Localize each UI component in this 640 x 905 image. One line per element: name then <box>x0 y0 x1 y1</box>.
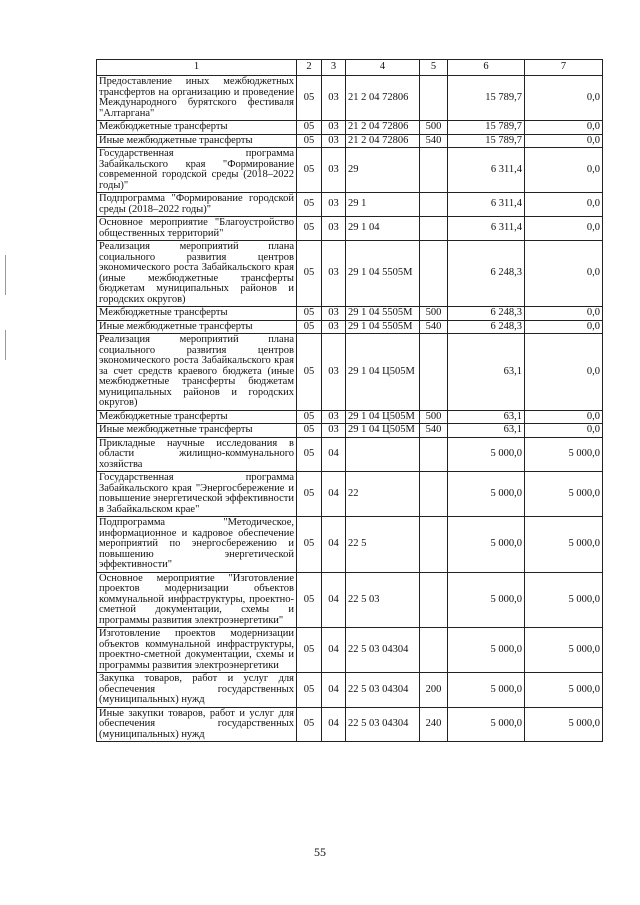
amount-cell-col7: 0,0 <box>525 217 603 241</box>
target-article-cell: 22 5 <box>346 517 420 573</box>
table-row <box>97 673 603 708</box>
column-header-1: 1 <box>97 60 297 76</box>
table-header-row <box>97 60 603 76</box>
expense-type-cell: 540 <box>420 134 448 148</box>
scan-margin-mark <box>5 330 6 360</box>
section-code-cell: 05 <box>297 437 322 472</box>
budget-table <box>96 59 603 742</box>
section-code-cell: 05 <box>297 517 322 573</box>
amount-cell-col6: 6 248,3 <box>448 320 525 334</box>
section-code-cell: 05 <box>297 424 322 438</box>
column-header-5: 5 <box>420 60 448 76</box>
table-row <box>97 707 603 742</box>
amount-cell-col7: 5 000,0 <box>525 673 603 708</box>
target-article-cell: 21 2 04 72806 <box>346 121 420 135</box>
subsection-code-cell: 03 <box>322 410 346 424</box>
amount-cell-col6: 6 248,3 <box>448 241 525 307</box>
amount-cell-col6: 5 000,0 <box>448 572 525 628</box>
amount-cell-col6: 6 311,4 <box>448 217 525 241</box>
amount-cell-col7: 0,0 <box>525 241 603 307</box>
table-body <box>97 76 603 742</box>
subsection-code-cell: 03 <box>322 307 346 321</box>
amount-cell-col6: 5 000,0 <box>448 707 525 742</box>
table-row <box>97 193 603 217</box>
subsection-code-cell: 03 <box>322 334 346 411</box>
expense-type-cell: 500 <box>420 410 448 424</box>
row-name-cell: Межбюджетные трансферты <box>97 121 297 135</box>
subsection-code-cell: 04 <box>322 628 346 673</box>
target-article-cell: 22 5 03 04304 <box>346 628 420 673</box>
table-row <box>97 320 603 334</box>
amount-cell-col7: 5 000,0 <box>525 707 603 742</box>
table-row <box>97 472 603 517</box>
row-name-cell: Межбюджетные трансферты <box>97 307 297 321</box>
amount-cell-col7: 0,0 <box>525 334 603 411</box>
section-code-cell: 05 <box>297 217 322 241</box>
target-article-cell: 29 1 04 Ц505M <box>346 424 420 438</box>
amount-cell-col6: 6 311,4 <box>448 193 525 217</box>
row-name-cell: Иные межбюджетные трансферты <box>97 320 297 334</box>
section-code-cell: 05 <box>297 472 322 517</box>
amount-cell-col6: 63,1 <box>448 334 525 411</box>
amount-cell-col7: 5 000,0 <box>525 472 603 517</box>
row-name-cell: Государственная программа Забайкальского края "Энергосбережение и повышение энергетической эффективности в Забайкальском крае" <box>97 472 297 517</box>
table-row <box>97 121 603 135</box>
table-row <box>97 410 603 424</box>
amount-cell-col6: 15 789,7 <box>448 121 525 135</box>
amount-cell-col6: 5 000,0 <box>448 628 525 673</box>
section-code-cell: 05 <box>297 707 322 742</box>
amount-cell-col6: 63,1 <box>448 410 525 424</box>
section-code-cell: 05 <box>297 148 322 193</box>
row-name-cell: Прикладные научные исследования в области жилищно-коммунального хозяйства <box>97 437 297 472</box>
target-article-cell: 29 1 04 5505M <box>346 307 420 321</box>
row-name-cell: Реализация мероприятий плана социального развития центров экономического роста Забайкальского края за счет средств краевого бюджета (иные межбюджетные трансферты бюджетам муниципальных районов и городских округов) <box>97 334 297 411</box>
amount-cell-col7: 0,0 <box>525 148 603 193</box>
target-article-cell: 21 2 04 72806 <box>346 134 420 148</box>
row-name-cell: Основное мероприятие "Благоустройство общественных территорий" <box>97 217 297 241</box>
target-article-cell: 22 <box>346 472 420 517</box>
amount-cell-col7: 0,0 <box>525 76 603 121</box>
expense-type-cell: 200 <box>420 673 448 708</box>
target-article-cell: 29 1 04 <box>346 217 420 241</box>
target-article-cell: 29 1 04 5505M <box>346 241 420 307</box>
target-article-cell <box>346 437 420 472</box>
scan-margin-mark <box>5 255 6 295</box>
table-row <box>97 628 603 673</box>
row-name-cell: Предоставление иных межбюджетных трансфертов на организацию и проведение Международного бурятского фестиваля "Алтаргана" <box>97 76 297 121</box>
row-name-cell: Реализация мероприятий плана социального развития центров экономического роста Забайкальского края (иные межбюджетные трансферты бюджетам муниципальных районов и городских округов) <box>97 241 297 307</box>
row-name-cell: Иные межбюджетные трансферты <box>97 134 297 148</box>
column-header-4: 4 <box>346 60 420 76</box>
row-name-cell: Подпрограмма "Формирование городской среды (2018–2022 годы)" <box>97 193 297 217</box>
section-code-cell: 05 <box>297 628 322 673</box>
amount-cell-col6: 6 311,4 <box>448 148 525 193</box>
table-row <box>97 217 603 241</box>
amount-cell-col6: 15 789,7 <box>448 76 525 121</box>
subsection-code-cell: 04 <box>322 472 346 517</box>
target-article-cell: 22 5 03 04304 <box>346 707 420 742</box>
amount-cell-col7: 5 000,0 <box>525 517 603 573</box>
amount-cell-col7: 5 000,0 <box>525 628 603 673</box>
column-header-2: 2 <box>297 60 322 76</box>
target-article-cell: 29 1 04 Ц505M <box>346 334 420 411</box>
subsection-code-cell: 04 <box>322 572 346 628</box>
amount-cell-col6: 6 248,3 <box>448 307 525 321</box>
row-name-cell: Иные межбюджетные трансферты <box>97 424 297 438</box>
row-name-cell: Межбюджетные трансферты <box>97 410 297 424</box>
subsection-code-cell: 03 <box>322 217 346 241</box>
table-row <box>97 424 603 438</box>
section-code-cell: 05 <box>297 410 322 424</box>
table-row <box>97 334 603 411</box>
table-row <box>97 517 603 573</box>
section-code-cell: 05 <box>297 320 322 334</box>
subsection-code-cell: 03 <box>322 76 346 121</box>
amount-cell-col7: 0,0 <box>525 121 603 135</box>
target-article-cell: 29 1 <box>346 193 420 217</box>
section-code-cell: 05 <box>297 307 322 321</box>
expense-type-cell <box>420 628 448 673</box>
section-code-cell: 05 <box>297 193 322 217</box>
amount-cell-col7: 0,0 <box>525 307 603 321</box>
subsection-code-cell: 04 <box>322 517 346 573</box>
expense-type-cell <box>420 572 448 628</box>
amount-cell-col7: 0,0 <box>525 320 603 334</box>
subsection-code-cell: 03 <box>322 241 346 307</box>
section-code-cell: 05 <box>297 76 322 121</box>
table-row <box>97 148 603 193</box>
amount-cell-col6: 5 000,0 <box>448 437 525 472</box>
amount-cell-col7: 0,0 <box>525 410 603 424</box>
amount-cell-col7: 0,0 <box>525 193 603 217</box>
row-name-cell: Государственная программа Забайкальского края "Формирование современной городской среды (2018–2022 годы)" <box>97 148 297 193</box>
column-header-7: 7 <box>525 60 603 76</box>
expense-type-cell <box>420 472 448 517</box>
row-name-cell: Основное мероприятие "Изготовление проектов модернизации объектов коммунальной инфраструктуры, проектно-сметной документации, схемы и программы развития электроэнергетики" <box>97 572 297 628</box>
row-name-cell: Иные закупки товаров, работ и услуг для обеспечения государственных (муниципальных) нужд <box>97 707 297 742</box>
expense-type-cell: 540 <box>420 320 448 334</box>
expense-type-cell <box>420 148 448 193</box>
target-article-cell: 29 1 04 Ц505M <box>346 410 420 424</box>
target-article-cell: 29 <box>346 148 420 193</box>
expense-type-cell: 500 <box>420 307 448 321</box>
expense-type-cell <box>420 241 448 307</box>
table-row <box>97 437 603 472</box>
amount-cell-col6: 5 000,0 <box>448 673 525 708</box>
page-number: 55 <box>314 845 326 859</box>
subsection-code-cell: 03 <box>322 134 346 148</box>
row-name-cell: Закупка товаров, работ и услуг для обеспечения государственных (муниципальных) нужд <box>97 673 297 708</box>
section-code-cell: 05 <box>297 121 322 135</box>
table-row <box>97 241 603 307</box>
table-row <box>97 572 603 628</box>
target-article-cell: 22 5 03 <box>346 572 420 628</box>
subsection-code-cell: 03 <box>322 148 346 193</box>
section-code-cell: 05 <box>297 334 322 411</box>
expense-type-cell <box>420 334 448 411</box>
section-code-cell: 05 <box>297 572 322 628</box>
amount-cell-col6: 15 789,7 <box>448 134 525 148</box>
section-code-cell: 05 <box>297 241 322 307</box>
expense-type-cell <box>420 437 448 472</box>
expense-type-cell <box>420 76 448 121</box>
expense-type-cell <box>420 517 448 573</box>
subsection-code-cell: 04 <box>322 707 346 742</box>
subsection-code-cell: 03 <box>322 424 346 438</box>
amount-cell-col6: 5 000,0 <box>448 517 525 573</box>
amount-cell-col7: 0,0 <box>525 134 603 148</box>
subsection-code-cell: 03 <box>322 193 346 217</box>
target-article-cell: 21 2 04 72806 <box>346 76 420 121</box>
amount-cell-col6: 5 000,0 <box>448 472 525 517</box>
row-name-cell: Изготовление проектов модернизации объектов коммунальной инфраструктуры, проектно-сметной документации, схемы и программы развития электроэнергетики <box>97 628 297 673</box>
subsection-code-cell: 04 <box>322 437 346 472</box>
expense-type-cell: 540 <box>420 424 448 438</box>
amount-cell-col7: 5 000,0 <box>525 437 603 472</box>
row-name-cell: Подпрограмма "Методическое, информационное и кадровое обеспечение мероприятий по энергосбережению и повышению энергетической эффективности" <box>97 517 297 573</box>
column-header-3: 3 <box>322 60 346 76</box>
expense-type-cell: 240 <box>420 707 448 742</box>
amount-cell-col7: 5 000,0 <box>525 572 603 628</box>
table-row <box>97 307 603 321</box>
column-header-6: 6 <box>448 60 525 76</box>
subsection-code-cell: 03 <box>322 320 346 334</box>
section-code-cell: 05 <box>297 673 322 708</box>
target-article-cell: 22 5 03 04304 <box>346 673 420 708</box>
table-row <box>97 134 603 148</box>
target-article-cell: 29 1 04 5505M <box>346 320 420 334</box>
section-code-cell: 05 <box>297 134 322 148</box>
table-row <box>97 76 603 121</box>
amount-cell-col7: 0,0 <box>525 424 603 438</box>
subsection-code-cell: 03 <box>322 121 346 135</box>
expense-type-cell <box>420 193 448 217</box>
expense-type-cell: 500 <box>420 121 448 135</box>
expense-type-cell <box>420 217 448 241</box>
amount-cell-col6: 63,1 <box>448 424 525 438</box>
subsection-code-cell: 04 <box>322 673 346 708</box>
